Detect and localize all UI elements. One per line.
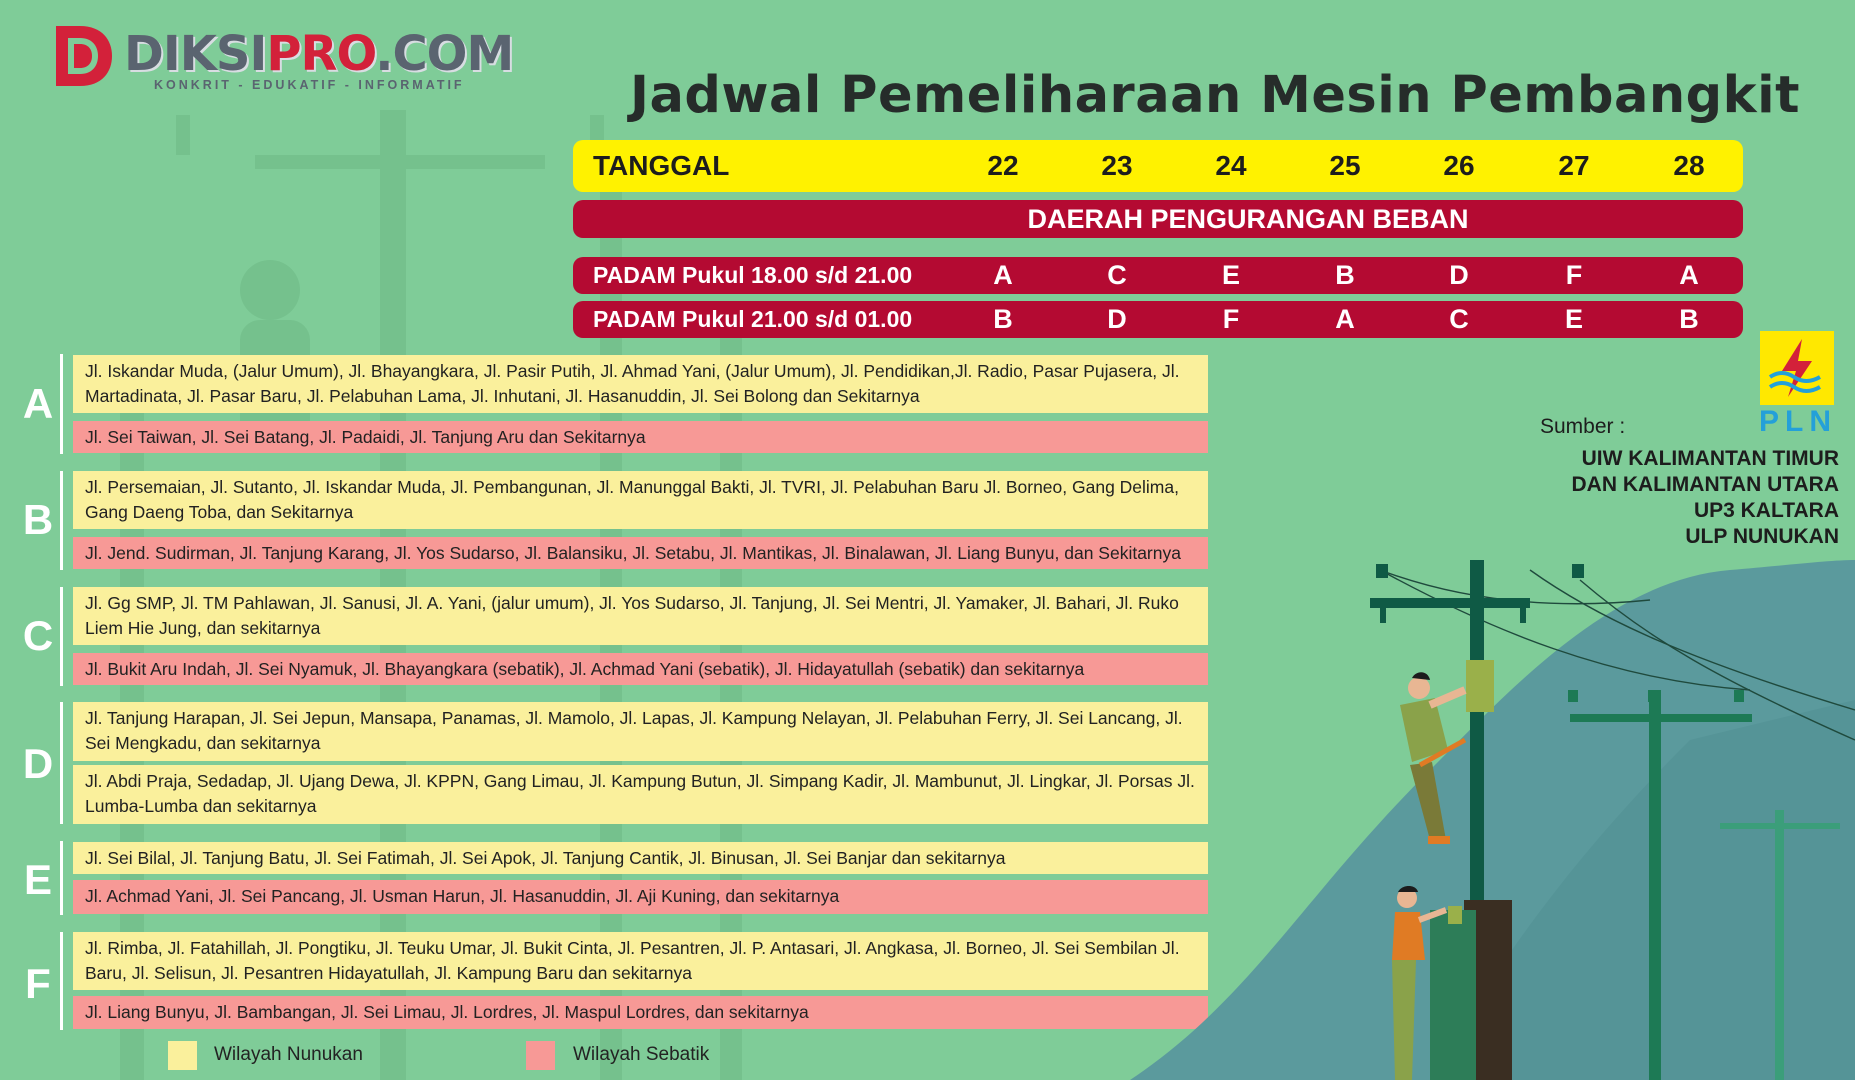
area-divider: [60, 354, 63, 454]
outage-row-1: [573, 257, 1743, 294]
lightning-icon: [1760, 331, 1834, 405]
logo-tagline: KONKRIT - EDUKATIF - INFORMATIF: [154, 78, 465, 92]
date-cell: 22: [987, 150, 1019, 181]
area-e-sebatik-row: Jl. Achmad Yani, Jl. Sei Pancang, Jl. Usman Harun, Jl. Hasanuddin, Jl. Aji Kuning, dan sekitarnya: [73, 880, 1208, 914]
area-f-nunukan-row: Jl. Rimba, Jl. Fatahillah, Jl. Pongtiku, Jl. Teuku Umar, Jl. Bukit Cinta, Jl. Pesantren, Jl. P. Antasari, Jl. Angkasa, Jl. Borneo, Jl. Sei Sembilan Jl. Baru, Jl. Selisun, Jl. Pesantren Hidayatullah, Jl. Kampung Baru dan sekitarnya: [73, 932, 1208, 990]
pln-wordmark: PLN: [1759, 405, 1837, 438]
source-line: ULP NUNUKAN: [1685, 525, 1839, 548]
area-letter-a: A: [22, 380, 54, 427]
group-cell: A: [1679, 260, 1699, 290]
date-label: TANGGAL: [593, 150, 730, 181]
group-cell: A: [1335, 304, 1355, 334]
group-cell: F: [1222, 304, 1240, 334]
area-b-sebatik-row: Jl. Jend. Sudirman, Jl. Tanjung Karang, Jl. Yos Sudarso, Jl. Balansiku, Jl. Setabu, Jl. Mantikas, Jl. Binalawan, Jl. Liang Bunyu, dan Sekitarnya: [73, 537, 1208, 569]
group-cell: E: [1221, 260, 1240, 290]
legend-swatch-sebatik: [526, 1041, 555, 1070]
group-cell: E: [1564, 304, 1583, 334]
area-divider: [60, 841, 63, 915]
area-b-nunukan-row: Jl. Persemaian, Jl. Sutanto, Jl. Iskandar Muda, Jl. Pembangunan, Jl. Manunggal Bakti, Jl. TVRI, Jl. Pelabuhan Baru Jl. Borneo, Gang Delima, Gang Daeng Toba, dan Sekitarnya: [73, 471, 1208, 529]
logo-brand-main: DIKSI: [124, 26, 267, 82]
logo-brand-accent: PRO: [266, 26, 376, 82]
area-header-bar: [573, 200, 1743, 238]
logo-brand-suffix: .COM: [375, 26, 514, 82]
area-letter-d: D: [22, 740, 54, 787]
group-cell: C: [1107, 260, 1127, 290]
area-divider: [60, 471, 63, 570]
area-divider: [60, 702, 63, 824]
area-c-nunukan-row: Jl. Gg SMP, Jl. TM Pahlawan, Jl. Sanusi, Jl. A. Yani, (jalur umum), Jl. Yos Sudarso, Jl. Tanjung, Jl. Sei Mentri, Jl. Yamaker, Jl. Bahari, Jl. Ruko Liem Hie Jung, dan sekitarnya: [73, 587, 1208, 645]
pln-logo: [1760, 331, 1834, 405]
date-cell: 28: [1673, 150, 1705, 181]
area-f-sebatik-row: Jl. Liang Bunyu, Jl. Bambangan, Jl. Sei Limau, Jl. Lordres, Jl. Maspul Lordres, dan sekitarnya: [73, 996, 1208, 1029]
area-letter-c: C: [22, 612, 54, 659]
group-cell: D: [1107, 304, 1127, 334]
outage-row-label: PADAM Pukul 21.00 s/d 01.00: [593, 306, 913, 332]
logo-d-icon: [50, 22, 116, 90]
source-line: UP3 KALTARA: [1693, 499, 1839, 522]
area-d-nunukan-row-2: Jl. Abdi Praja, Sedadap, Jl. Ujang Dewa, Jl. KPPN, Gang Limau, Jl. Kampung Butun, Jl. Simpang Kadir, Jl. Mambunut, Jl. Lingkar, Jl. Porsas Jl. Lumba-Lumba dan sekitarnya: [73, 765, 1208, 824]
group-cell: B: [993, 304, 1013, 334]
group-cell: D: [1449, 260, 1469, 290]
area-d-nunukan-row: Jl. Tanjung Harapan, Jl. Sei Jepun, Mansapa, Panamas, Jl. Mamolo, Jl. Lapas, Jl. Kampung Nelayan, Jl. Pelabuhan Ferry, Jl. Sei Lancang, Jl. Sei Mengkadu, dan sekitarnya: [73, 702, 1208, 761]
date-cell: 23: [1101, 150, 1133, 181]
source-line: DAN KALIMANTAN UTARA: [1571, 473, 1839, 496]
date-row: [573, 140, 1743, 192]
date-cell: 25: [1329, 150, 1361, 181]
area-divider: [60, 587, 63, 686]
group-cell: B: [1335, 260, 1355, 290]
date-cell: 27: [1558, 150, 1590, 181]
area-a-sebatik-row: Jl. Sei Taiwan, Jl. Sei Batang, Jl. Padaidi, Jl. Tanjung Aru dan Sekitarnya: [73, 421, 1208, 453]
area-divider: [60, 932, 63, 1030]
area-a-nunukan-row: Jl. Iskandar Muda, (Jalur Umum), Jl. Bhayangkara, Jl. Pasir Putih, Jl. Ahmad Yani, (Jalur Umum), Jl. Pendidikan,Jl. Radio, Pasar Pujasera, Jl. Martadinata, Jl. Pasar Baru, Jl. Pelabuhan Lama, Jl. Inhutani, Jl. Hasanuddin, Jl. Sei Bolong dan Sekitarnya: [73, 355, 1208, 413]
date-cell: 24: [1215, 150, 1247, 181]
area-letter-f: F: [25, 960, 51, 1007]
date-cell: 26: [1443, 150, 1475, 181]
group-cell: C: [1449, 304, 1469, 334]
group-cell: A: [993, 260, 1013, 290]
group-cell: F: [1565, 260, 1583, 290]
source-label: Sumber :: [1540, 415, 1626, 438]
site-logo: [50, 22, 514, 94]
outage-row-label: PADAM Pukul 18.00 s/d 21.00: [593, 262, 913, 288]
legend-swatch-nunukan: [168, 1041, 197, 1070]
logo-wordmark: [124, 28, 513, 80]
group-cell: B: [1679, 304, 1699, 334]
source-line: UIW KALIMANTAN TIMUR: [1581, 447, 1839, 470]
source-lines: [1571, 446, 1839, 550]
area-header: DAERAH PENGURANGAN BEBAN: [1027, 203, 1469, 234]
lineman-illustration: [1130, 540, 1855, 1080]
legend-label-sebatik: Wilayah Sebatik: [573, 1044, 710, 1065]
area-e-nunukan-row: Jl. Sei Bilal, Jl. Tanjung Batu, Jl. Sei Fatimah, Jl. Sei Apok, Jl. Tanjung Cantik, Jl. Binusan, Jl. Sei Banjar dan sekitarnya: [73, 842, 1208, 874]
area-c-sebatik-row: Jl. Bukit Aru Indah, Jl. Sei Nyamuk, Jl. Bhayangkara (sebatik), Jl. Achmad Yani (sebatik), Jl. Hidayatullah (sebatik) dan sekitarnya: [73, 653, 1208, 685]
page-title: Jadwal Pemeliharaan Mesin Pembangkit: [630, 66, 1800, 125]
outage-row-2: [573, 301, 1743, 338]
area-letter-e: E: [23, 856, 52, 903]
area-letter-b: B: [22, 496, 54, 543]
legend-label-nunukan: Wilayah Nunukan: [214, 1044, 363, 1065]
